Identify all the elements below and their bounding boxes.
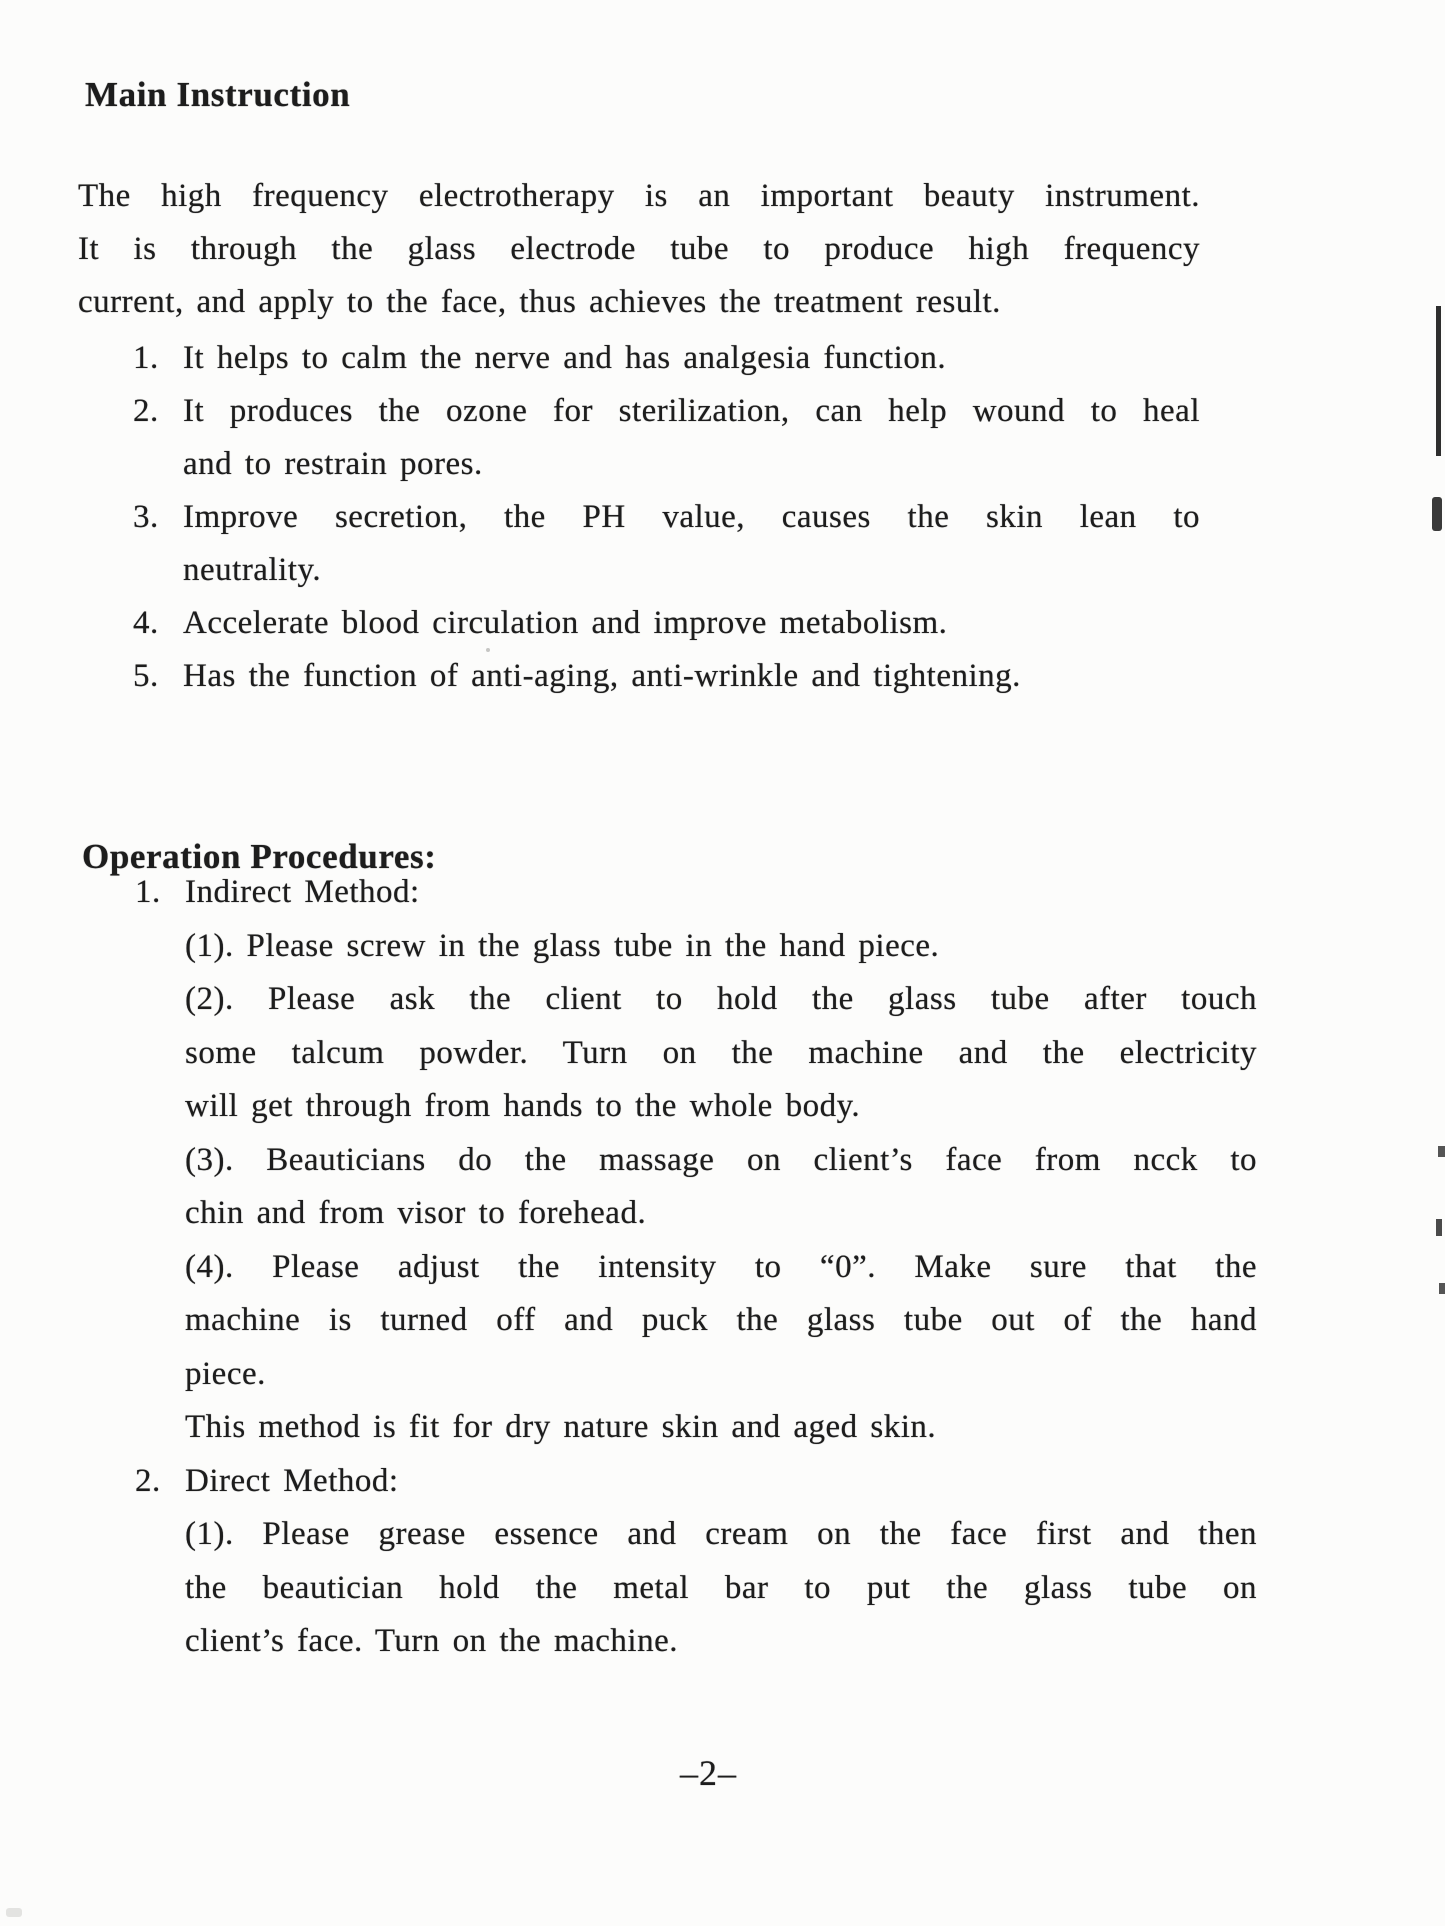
procedures-heading: Operation Procedures:	[82, 837, 437, 877]
list-item	[133, 385, 1200, 491]
scan-artifact-right-speck-2	[1436, 1219, 1442, 1236]
list-item	[133, 491, 1200, 597]
list-item	[133, 332, 1200, 385]
text-line: It produces the ozone for sterilization, can help wound to heal	[183, 393, 1200, 429]
procedure-step	[185, 920, 1257, 974]
list-number: 2.	[135, 1462, 161, 1499]
intro-paragraph	[78, 170, 1200, 329]
list-number: 1.	[133, 340, 159, 376]
text-line: It helps to calm the nerve and has analgesia function.	[183, 340, 947, 376]
page-title: Main Instruction	[85, 75, 351, 115]
list-number: 1.	[135, 874, 161, 910]
procedure-step	[185, 1508, 1257, 1669]
text-line: client’s face. Turn on the machine.	[185, 1623, 678, 1659]
text-line: (4). Please adjust the intensity to “0”. Make sure that the	[185, 1248, 1257, 1285]
text-line: chin and from visor to forehead.	[185, 1195, 647, 1231]
text-line: The high frequency electrotherapy is an important beauty instrument.	[78, 178, 1200, 214]
text-line: (3). Beauticians do the massage on client’s face from ncck to	[185, 1141, 1257, 1178]
procedures-list	[135, 866, 1257, 1669]
text-line: It is through the glass electrode tube to produce high frequency	[78, 231, 1200, 267]
scan-artifact-right-speck-1	[1438, 1146, 1445, 1157]
scan-artifact-right-hook	[1432, 497, 1442, 531]
list-number: 4.	[133, 605, 159, 641]
procedure-step	[185, 1134, 1257, 1241]
text-line: (2). Please ask the client to hold the glass tube after touch	[185, 981, 1257, 1017]
method-label: Indirect Method:	[185, 874, 420, 910]
scan-artifact-right-line	[1436, 306, 1441, 456]
method-label: Direct Method:	[185, 1462, 399, 1499]
list-item	[133, 650, 1200, 703]
text-line: current, and apply to the face, thus achieves the treatment result.	[78, 284, 1001, 320]
text-line: (1). Please screw in the glass tube in the hand piece.	[185, 927, 940, 964]
text-line: (1). Please grease essence and cream on the face first and then	[185, 1516, 1257, 1552]
text-line: Improve secretion, the PH value, causes the skin lean to	[183, 499, 1200, 535]
text-line: piece.	[185, 1355, 266, 1392]
method-note: This method is fit for dry nature skin and aged skin.	[185, 1409, 937, 1445]
text-line: and to restrain pores.	[183, 446, 483, 482]
text-line: neutrality.	[183, 552, 322, 588]
list-number: 2.	[133, 393, 159, 429]
procedure-step	[185, 1241, 1257, 1402]
scan-artifact-dot	[486, 648, 490, 652]
text-line: some talcum powder. Turn on the machine and the electricity	[185, 1034, 1257, 1071]
method-item	[135, 1455, 1257, 1669]
method-item	[135, 866, 1257, 1455]
page-number: –2–	[680, 1753, 737, 1793]
list-item	[133, 597, 1200, 650]
text-line: machine is turned off and puck the glass tube out of the hand	[185, 1302, 1257, 1338]
procedure-step	[185, 973, 1257, 1134]
text-line: will get through from hands to the whole body.	[185, 1088, 861, 1124]
scan-artifact-bottom-smudge	[6, 1908, 22, 1917]
text-line: Accelerate blood circulation and improve metabolism.	[183, 605, 948, 641]
benefits-list	[133, 332, 1200, 703]
list-number: 3.	[133, 499, 159, 535]
scan-artifact-right-speck-3	[1439, 1283, 1445, 1294]
text-line: the beautician hold the metal bar to put the glass tube on	[185, 1569, 1257, 1606]
text-line: Has the function of anti-aging, anti-wrinkle and tightening.	[183, 658, 1021, 694]
list-number: 5.	[133, 658, 159, 694]
